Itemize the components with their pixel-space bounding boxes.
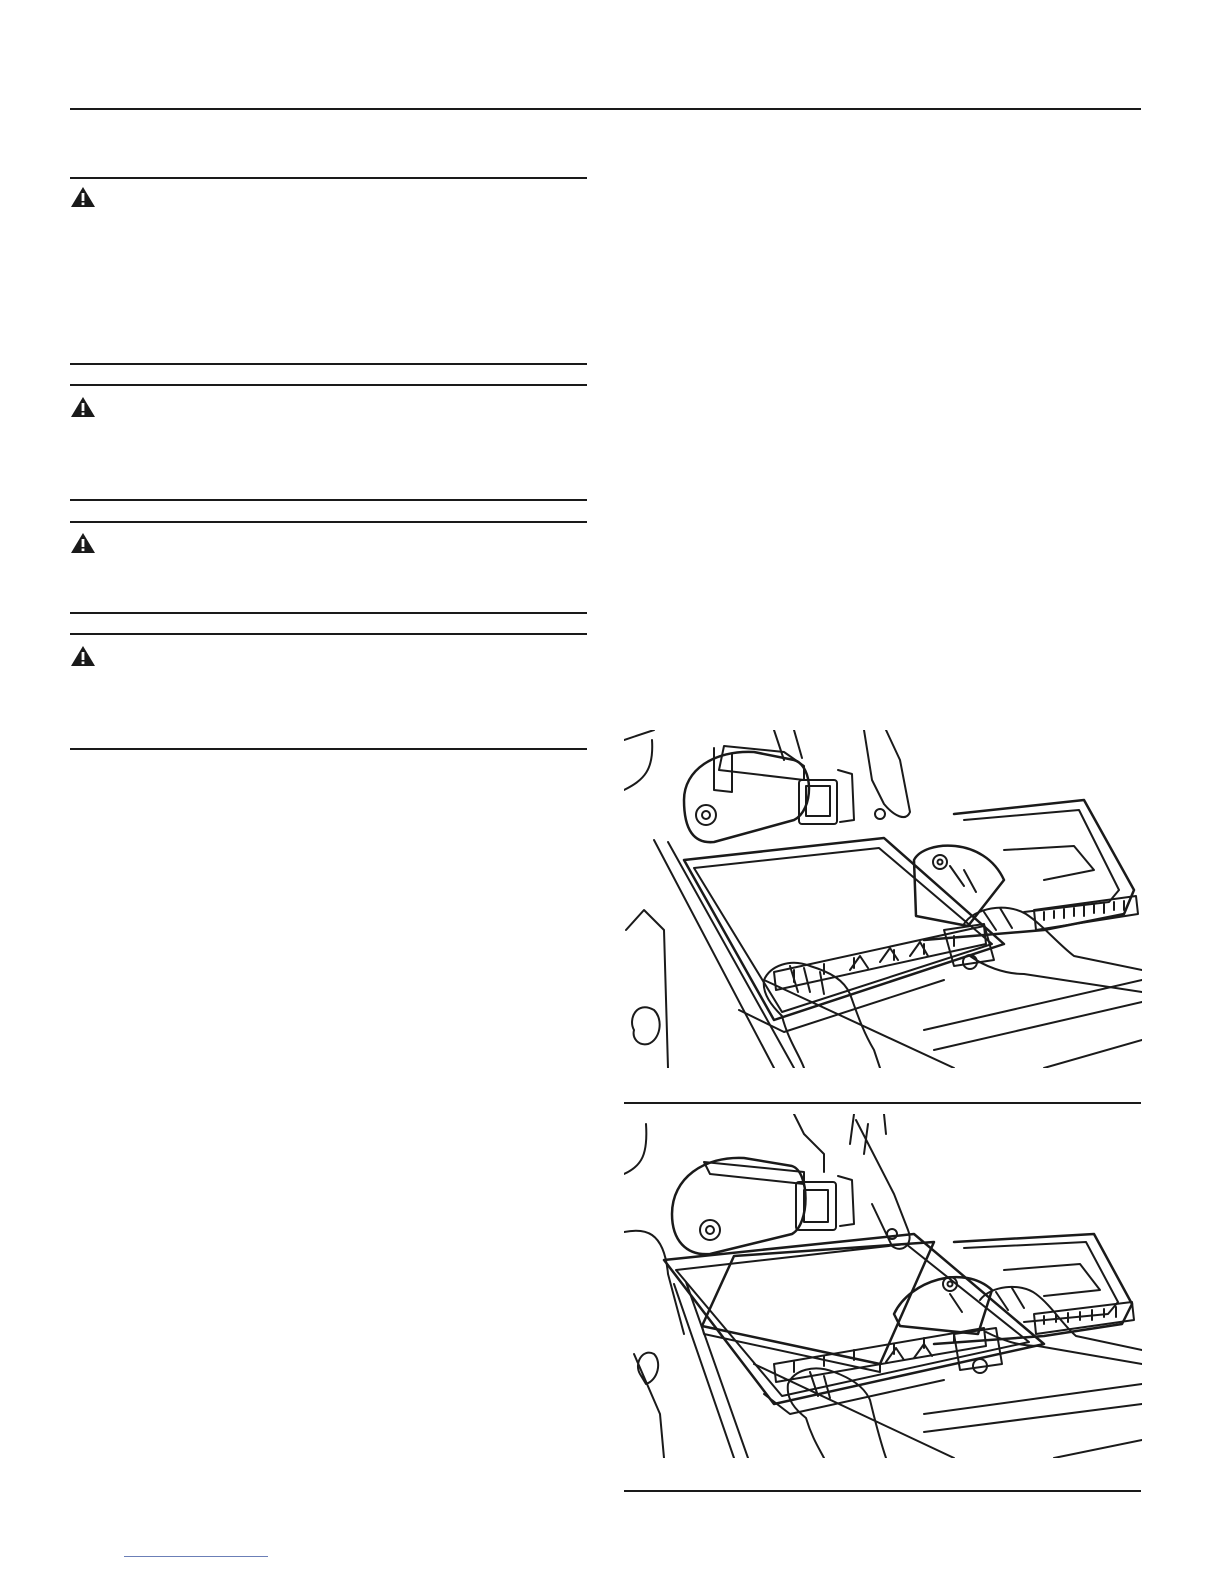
warning-triangle-icon bbox=[70, 645, 96, 667]
warning-box-top-rule bbox=[70, 384, 587, 386]
warning-triangle-icon bbox=[70, 532, 96, 554]
warning-box-bottom-rule bbox=[70, 363, 587, 365]
warning-box-top-rule bbox=[70, 633, 587, 635]
figure-tile-saw-angled-cut bbox=[624, 1114, 1142, 1458]
header-rule bbox=[70, 108, 1141, 110]
warning-triangle-icon bbox=[70, 396, 96, 418]
warning-box-top-rule bbox=[70, 521, 587, 523]
warning-box-top-rule bbox=[70, 177, 587, 179]
figure-2-bottom-rule bbox=[624, 1490, 1141, 1492]
warning-box-bottom-rule bbox=[70, 499, 587, 501]
warning-triangle-icon bbox=[70, 186, 96, 208]
figure-tile-saw-square-cut bbox=[624, 730, 1142, 1068]
figure-1-bottom-rule bbox=[624, 1102, 1141, 1104]
warning-box-bottom-rule bbox=[70, 748, 587, 750]
warning-box-bottom-rule bbox=[70, 612, 587, 614]
footer-link[interactable] bbox=[124, 1556, 268, 1557]
